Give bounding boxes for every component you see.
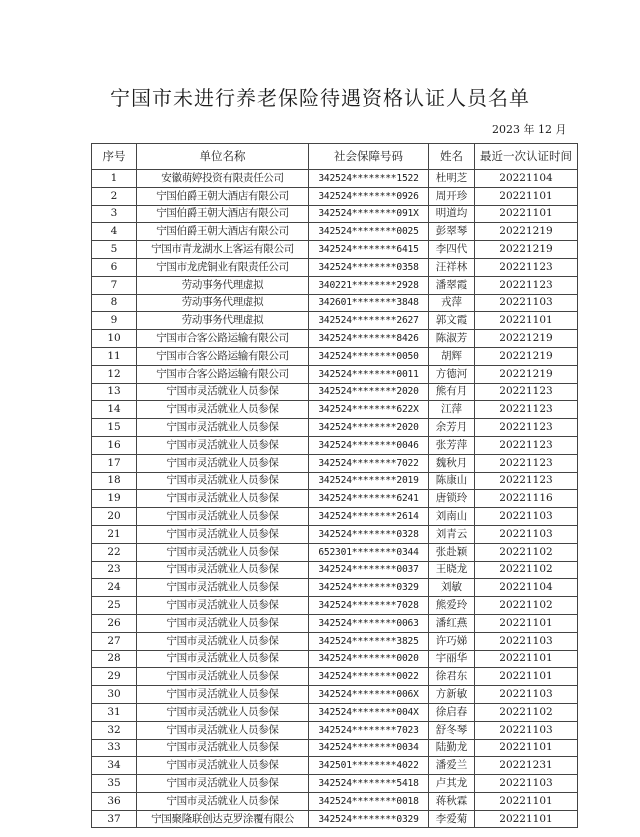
table-row xyxy=(92,454,578,472)
cell-serial: 27 xyxy=(92,632,137,650)
cell-serial: 2 xyxy=(92,187,137,205)
cell-unit: 宁国市灵活就业人员参保 xyxy=(137,472,309,490)
cell-unit: 宁国市灵活就业人员参保 xyxy=(137,757,309,775)
cell-last-auth: 20221103 xyxy=(475,775,578,793)
cell-name: 蒋秋霖 xyxy=(429,792,475,810)
cell-ssn: 342524********0018 xyxy=(309,792,429,810)
table-row xyxy=(92,792,578,810)
table-row xyxy=(92,703,578,721)
cell-unit: 宁国市灵活就业人员参保 xyxy=(137,490,309,508)
cell-unit: 宁国市灵活就业人员参保 xyxy=(137,703,309,721)
table-row xyxy=(92,650,578,668)
cell-name: 方新敏 xyxy=(429,686,475,704)
cell-serial: 33 xyxy=(92,739,137,757)
header-name: 姓名 xyxy=(429,144,475,170)
cell-unit: 宁国市灵活就业人员参保 xyxy=(137,454,309,472)
cell-serial: 9 xyxy=(92,312,137,330)
cell-last-auth: 20221231 xyxy=(475,757,578,775)
cell-ssn: 342524********5418 xyxy=(309,775,429,793)
cell-serial: 3 xyxy=(92,205,137,223)
cell-unit: 宁国市灵活就业人员参保 xyxy=(137,543,309,561)
cell-serial: 4 xyxy=(92,223,137,241)
cell-last-auth: 20221102 xyxy=(475,597,578,615)
cell-name: 汪祥林 xyxy=(429,258,475,276)
cell-serial: 7 xyxy=(92,276,137,294)
cell-serial: 29 xyxy=(92,668,137,686)
cell-last-auth: 20221123 xyxy=(475,401,578,419)
cell-name: 徐启春 xyxy=(429,703,475,721)
cell-serial: 17 xyxy=(92,454,137,472)
cell-serial: 13 xyxy=(92,383,137,401)
cell-name: 郭文霞 xyxy=(429,312,475,330)
cell-unit: 宁国市灵活就业人员参保 xyxy=(137,668,309,686)
cell-ssn: 342524********0329 xyxy=(309,810,429,828)
cell-last-auth: 20221104 xyxy=(475,579,578,597)
table-row xyxy=(92,276,578,294)
cell-serial: 23 xyxy=(92,561,137,579)
table-row xyxy=(92,294,578,312)
cell-unit: 宁国市灵活就业人员参保 xyxy=(137,739,309,757)
cell-last-auth: 20221219 xyxy=(475,330,578,348)
cell-unit: 宁国市灵活就业人员参保 xyxy=(137,401,309,419)
cell-last-auth: 20221101 xyxy=(475,312,578,330)
cell-serial: 25 xyxy=(92,597,137,615)
cell-last-auth: 20221103 xyxy=(475,508,578,526)
cell-last-auth: 20221101 xyxy=(475,614,578,632)
cell-serial: 31 xyxy=(92,703,137,721)
cell-last-auth: 20221101 xyxy=(475,739,578,757)
cell-unit: 宁国市灵活就业人员参保 xyxy=(137,614,309,632)
cell-serial: 20 xyxy=(92,508,137,526)
cell-last-auth: 20221103 xyxy=(475,525,578,543)
cell-ssn: 342524********8426 xyxy=(309,330,429,348)
cell-name: 许巧娣 xyxy=(429,632,475,650)
cell-name: 魏秋月 xyxy=(429,454,475,472)
header-serial: 序号 xyxy=(92,144,137,170)
cell-last-auth: 20221102 xyxy=(475,561,578,579)
cell-name: 卢其龙 xyxy=(429,775,475,793)
table-row xyxy=(92,508,578,526)
cell-serial: 19 xyxy=(92,490,137,508)
cell-serial: 10 xyxy=(92,330,137,348)
table-row xyxy=(92,632,578,650)
cell-name: 张赴颖 xyxy=(429,543,475,561)
cell-ssn: 342524********2020 xyxy=(309,419,429,437)
cell-unit: 宁国市灵活就业人员参保 xyxy=(137,436,309,454)
cell-ssn: 342524********0011 xyxy=(309,365,429,383)
cell-unit: 劳动事务代理虚拟 xyxy=(137,312,309,330)
cell-name: 潘红燕 xyxy=(429,614,475,632)
cell-ssn: 342524********7028 xyxy=(309,597,429,615)
cell-ssn: 342524********004X xyxy=(309,703,429,721)
cell-name: 李爱菊 xyxy=(429,810,475,828)
cell-unit: 宁国伯爵王朝大酒店有限公司 xyxy=(137,205,309,223)
cell-ssn: 342524********0328 xyxy=(309,525,429,543)
cell-unit: 宁国市灵活就业人员参保 xyxy=(137,597,309,615)
cell-name: 徐君东 xyxy=(429,668,475,686)
cell-ssn: 342524********0037 xyxy=(309,561,429,579)
cell-name: 刘敏 xyxy=(429,579,475,597)
cell-unit: 宁国市灵活就业人员参保 xyxy=(137,383,309,401)
cell-serial: 6 xyxy=(92,258,137,276)
cell-ssn: 342524********2019 xyxy=(309,472,429,490)
cell-ssn: 342501********4022 xyxy=(309,757,429,775)
cell-serial: 15 xyxy=(92,419,137,437)
table-row xyxy=(92,472,578,490)
cell-unit: 宁国市灵活就业人员参保 xyxy=(137,721,309,739)
cell-unit: 劳动事务代理虚拟 xyxy=(137,276,309,294)
table-row xyxy=(92,419,578,437)
cell-last-auth: 20221123 xyxy=(475,472,578,490)
cell-serial: 16 xyxy=(92,436,137,454)
table-row xyxy=(92,543,578,561)
cell-last-auth: 20221123 xyxy=(475,258,578,276)
cell-unit: 宁国伯爵王朝大酒店有限公司 xyxy=(137,187,309,205)
cell-unit: 宁国伯爵王朝大酒店有限公司 xyxy=(137,223,309,241)
cell-last-auth: 20221123 xyxy=(475,454,578,472)
cell-serial: 14 xyxy=(92,401,137,419)
table-row xyxy=(92,757,578,775)
cell-unit: 宁国市灵活就业人员参保 xyxy=(137,525,309,543)
table-row xyxy=(92,170,578,188)
cell-unit: 劳动事务代理虚拟 xyxy=(137,294,309,312)
roster-table-header xyxy=(92,144,578,170)
table-row xyxy=(92,490,578,508)
cell-ssn: 342524********2627 xyxy=(309,312,429,330)
cell-serial: 12 xyxy=(92,365,137,383)
cell-last-auth: 20221101 xyxy=(475,205,578,223)
cell-name: 余芳月 xyxy=(429,419,475,437)
cell-serial: 36 xyxy=(92,792,137,810)
cell-ssn: 342524********0063 xyxy=(309,614,429,632)
cell-ssn: 342524********2020 xyxy=(309,383,429,401)
cell-name: 陈康山 xyxy=(429,472,475,490)
cell-ssn: 652301********0344 xyxy=(309,543,429,561)
cell-last-auth: 20221104 xyxy=(475,170,578,188)
cell-ssn: 342524********2614 xyxy=(309,508,429,526)
cell-unit: 宁国市龙虎铜业有限责任公司 xyxy=(137,258,309,276)
table-row xyxy=(92,223,578,241)
cell-name: 明道均 xyxy=(429,205,475,223)
cell-ssn: 342524********6415 xyxy=(309,241,429,259)
cell-ssn: 340221********2928 xyxy=(309,276,429,294)
cell-ssn: 342524********0022 xyxy=(309,668,429,686)
table-row xyxy=(92,775,578,793)
table-row xyxy=(92,401,578,419)
cell-last-auth: 20221102 xyxy=(475,703,578,721)
cell-ssn: 342524********091X xyxy=(309,205,429,223)
cell-name: 熊有月 xyxy=(429,383,475,401)
table-row xyxy=(92,436,578,454)
cell-last-auth: 20221101 xyxy=(475,187,578,205)
cell-serial: 11 xyxy=(92,347,137,365)
cell-unit: 宁国市灵活就业人员参保 xyxy=(137,632,309,650)
cell-serial: 18 xyxy=(92,472,137,490)
table-row xyxy=(92,205,578,223)
table-row xyxy=(92,810,578,828)
cell-unit: 安徽萌婷投资有限责任公司 xyxy=(137,170,309,188)
cell-serial: 5 xyxy=(92,241,137,259)
cell-unit: 宁国聚隆联创达克罗涂覆有限公 xyxy=(137,810,309,828)
roster-table-body xyxy=(92,170,578,828)
table-row xyxy=(92,739,578,757)
cell-ssn: 342524********7022 xyxy=(309,454,429,472)
table-row xyxy=(92,312,578,330)
cell-last-auth: 20221123 xyxy=(475,419,578,437)
cell-last-auth: 20221101 xyxy=(475,810,578,828)
cell-last-auth: 20221103 xyxy=(475,632,578,650)
table-row xyxy=(92,614,578,632)
cell-name: 彭翠琴 xyxy=(429,223,475,241)
table-row xyxy=(92,365,578,383)
cell-unit: 宁国市合客公路运输有限公司 xyxy=(137,365,309,383)
cell-last-auth: 20221219 xyxy=(475,241,578,259)
cell-name: 潘爱兰 xyxy=(429,757,475,775)
cell-last-auth: 20221101 xyxy=(475,792,578,810)
header-ssn: 社会保障号码 xyxy=(309,144,429,170)
cell-ssn: 342524********0034 xyxy=(309,739,429,757)
cell-serial: 28 xyxy=(92,650,137,668)
cell-name: 杜明芝 xyxy=(429,170,475,188)
cell-unit: 宁国市灵活就业人员参保 xyxy=(137,775,309,793)
cell-unit: 宁国市灵活就业人员参保 xyxy=(137,792,309,810)
cell-last-auth: 20221123 xyxy=(475,276,578,294)
cell-unit: 宁国市灵活就业人员参保 xyxy=(137,508,309,526)
cell-last-auth: 20221123 xyxy=(475,436,578,454)
cell-unit: 宁国市灵活就业人员参保 xyxy=(137,419,309,437)
table-row xyxy=(92,686,578,704)
cell-serial: 32 xyxy=(92,721,137,739)
cell-unit: 宁国市灵活就业人员参保 xyxy=(137,561,309,579)
table-row xyxy=(92,579,578,597)
cell-ssn: 342524********3825 xyxy=(309,632,429,650)
cell-unit: 宁国市青龙湖水上客运有限公司 xyxy=(137,241,309,259)
cell-name: 宇丽华 xyxy=(429,650,475,668)
cell-ssn: 342524********1522 xyxy=(309,170,429,188)
cell-last-auth: 20221116 xyxy=(475,490,578,508)
cell-name: 王晓龙 xyxy=(429,561,475,579)
table-row xyxy=(92,347,578,365)
cell-last-auth: 20221219 xyxy=(475,365,578,383)
cell-serial: 22 xyxy=(92,543,137,561)
cell-last-auth: 20221219 xyxy=(475,347,578,365)
cell-unit: 宁国市合客公路运输有限公司 xyxy=(137,330,309,348)
table-row xyxy=(92,597,578,615)
cell-name: 方德河 xyxy=(429,365,475,383)
cell-last-auth: 20221219 xyxy=(475,223,578,241)
cell-ssn: 342524********7023 xyxy=(309,721,429,739)
cell-last-auth: 20221102 xyxy=(475,543,578,561)
cell-name: 周开珍 xyxy=(429,187,475,205)
cell-last-auth: 20221103 xyxy=(475,721,578,739)
cell-ssn: 342524********006X xyxy=(309,686,429,704)
roster-table xyxy=(91,143,578,828)
cell-ssn: 342524********0329 xyxy=(309,579,429,597)
cell-name: 熊爱玲 xyxy=(429,597,475,615)
table-row xyxy=(92,187,578,205)
cell-unit: 宁国市合客公路运输有限公司 xyxy=(137,347,309,365)
cell-serial: 30 xyxy=(92,686,137,704)
cell-ssn: 342524********0025 xyxy=(309,223,429,241)
cell-name: 舒冬琴 xyxy=(429,721,475,739)
cell-serial: 26 xyxy=(92,614,137,632)
table-row xyxy=(92,258,578,276)
cell-unit: 宁国市灵活就业人员参保 xyxy=(137,686,309,704)
cell-unit: 宁国市灵活就业人员参保 xyxy=(137,579,309,597)
cell-last-auth: 20221123 xyxy=(475,383,578,401)
table-row xyxy=(92,241,578,259)
cell-name: 陈淑芳 xyxy=(429,330,475,348)
table-row xyxy=(92,525,578,543)
cell-serial: 1 xyxy=(92,170,137,188)
cell-ssn: 342524********0926 xyxy=(309,187,429,205)
header-row xyxy=(92,144,578,170)
cell-ssn: 342524********0050 xyxy=(309,347,429,365)
cell-serial: 34 xyxy=(92,757,137,775)
document-date: 2023 年 12 月 xyxy=(492,123,567,136)
cell-name: 唐锁玲 xyxy=(429,490,475,508)
cell-last-auth: 20221103 xyxy=(475,294,578,312)
table-row xyxy=(92,721,578,739)
cell-name: 刘青云 xyxy=(429,525,475,543)
cell-ssn: 342524********0020 xyxy=(309,650,429,668)
cell-ssn: 342601********3848 xyxy=(309,294,429,312)
cell-name: 张芳萍 xyxy=(429,436,475,454)
table-row xyxy=(92,330,578,348)
header-unit: 单位名称 xyxy=(137,144,309,170)
cell-ssn: 342524********0046 xyxy=(309,436,429,454)
cell-ssn: 342524********622X xyxy=(309,401,429,419)
cell-ssn: 342524********6241 xyxy=(309,490,429,508)
cell-name: 陆勤龙 xyxy=(429,739,475,757)
cell-name: 戎萍 xyxy=(429,294,475,312)
cell-last-auth: 20221101 xyxy=(475,650,578,668)
cell-serial: 24 xyxy=(92,579,137,597)
cell-name: 李四代 xyxy=(429,241,475,259)
cell-serial: 21 xyxy=(92,525,137,543)
cell-name: 潘翠霞 xyxy=(429,276,475,294)
cell-name: 江萍 xyxy=(429,401,475,419)
header-last-auth: 最近一次认证时间 xyxy=(475,144,578,170)
cell-serial: 35 xyxy=(92,775,137,793)
cell-unit: 宁国市灵活就业人员参保 xyxy=(137,650,309,668)
cell-last-auth: 20221101 xyxy=(475,668,578,686)
table-row xyxy=(92,383,578,401)
cell-ssn: 342524********0358 xyxy=(309,258,429,276)
table-row xyxy=(92,561,578,579)
cell-serial: 37 xyxy=(92,810,137,828)
cell-last-auth: 20221103 xyxy=(475,686,578,704)
document-title: 宁国市未进行养老保险待遇资格认证人员名单 xyxy=(110,86,530,110)
cell-serial: 8 xyxy=(92,294,137,312)
cell-name: 刘南山 xyxy=(429,508,475,526)
cell-name: 胡辉 xyxy=(429,347,475,365)
table-row xyxy=(92,668,578,686)
